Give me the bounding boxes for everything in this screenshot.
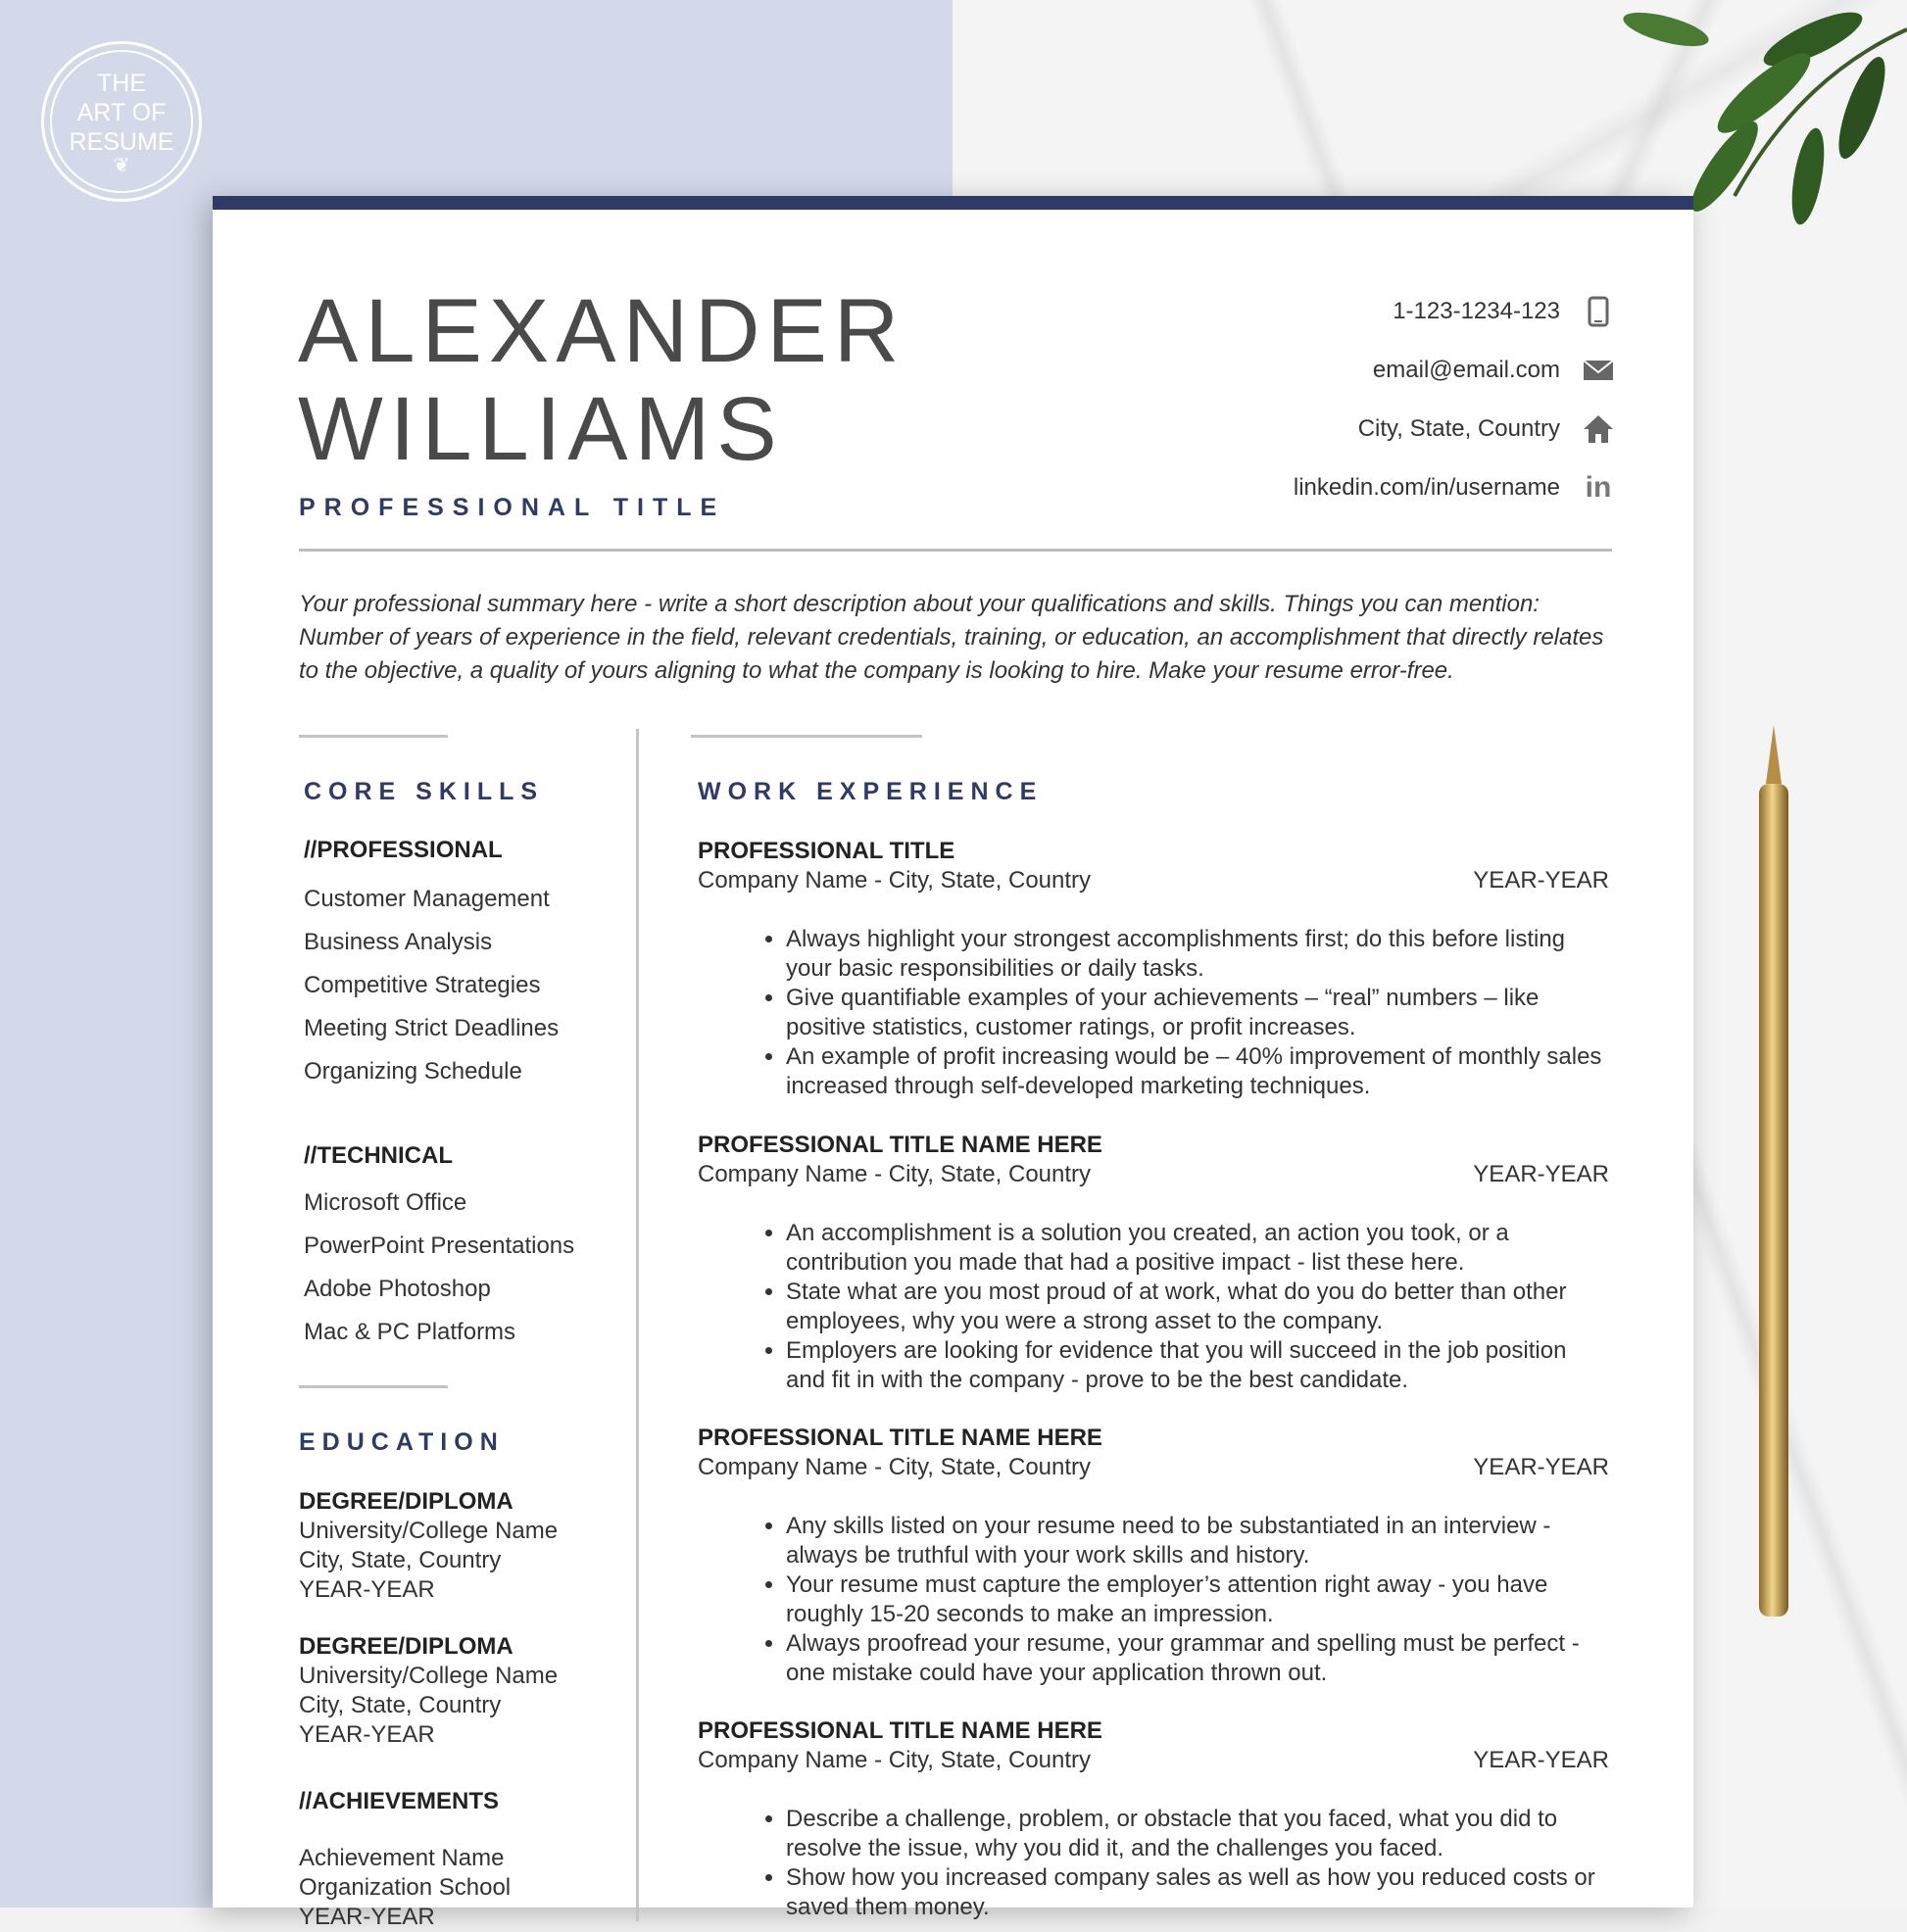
core-skills-heading: CORE SKILLS [304,778,545,805]
job-years: YEAR-YEAR [1473,867,1609,894]
job-company: Company Name - City, State, Country [698,867,1092,894]
column-divider [636,729,639,1921]
achievement-years: YEAR-YEAR [299,1904,435,1930]
email-icon [1582,354,1615,387]
header-divider [299,549,1612,552]
candidate-name [298,282,905,478]
job-entry [698,1716,1609,1922]
work-rule [691,735,922,738]
location-text: City, State, Country [1357,415,1560,442]
job-company: Company Name - City, State, Country [698,1747,1092,1773]
job-bullet: • Employers are looking for evidence that you will succeed in the job position and fit in with the company - prove to be the best candidate. [786,1336,1609,1395]
home-icon [1582,412,1615,446]
achievements [299,1787,511,1932]
skills-rule [299,735,448,738]
achievements-label: //ACHIEVEMENTS [299,1788,500,1814]
brand-logo [41,41,202,202]
school-years: YEAR-YEAR [299,1721,435,1748]
job-bullet: • An accomplishment is a solution you created, an action you took, or a contribution you made that had a positive impact - list these here. [786,1219,1609,1278]
job-bullet: • Give quantifiable examples of your achievements – “real” numbers – like positive statistics, customer ratings, or profit increases. [786,984,1609,1042]
job-entry [698,837,1609,1101]
technical-skills [304,1142,574,1354]
job-bullet: • State what are you most proud of at work, what do you do better than other employees, why you were a strong asset to the company. [786,1278,1609,1336]
job-bullets [698,925,1609,1101]
job-bullet: • Describe a challenge, problem, or obstacle that you faced, what you did to resolve the issue, why you did it, and the challenges you faced. [786,1805,1609,1863]
skill-item: Microsoft Office [304,1189,467,1216]
skill-item: Mac & PC Platforms [304,1319,516,1345]
job-entry [698,1131,1609,1395]
job-bullet: • Always highlight your strongest accomplishments first; do this before listing your basic responsibilities or daily tasks. [786,925,1609,984]
professional-title: PROFESSIONAL TITLE [299,494,726,521]
skill-item: Customer Management [304,886,550,912]
work-experience-heading: WORK EXPERIENCE [698,778,1044,805]
logo-text-line3: RESUME [69,128,174,156]
contact-linkedin [1027,459,1615,517]
skill-item: Competitive Strategies [304,972,541,998]
contact-block [1027,282,1615,517]
job-bullet: • An example of profit increasing would be – 40% improvement of monthly sales increased through self-developed marketing techniques. [786,1042,1609,1101]
skill-item: Business Analysis [304,929,493,955]
professional-summary: Your professional summary here - write a short description about your qualifications and skills. Things you can mention: Number of years of experience in the field, relevant credentials, training, or education, an accomplishment that directly relates to the objective, a quality of yours aligning to what the company is looking to hire. Make your resume error-free. [299,591,1604,684]
school: University/College Name [299,1663,559,1689]
school-years: YEAR-YEAR [299,1576,435,1603]
job-title: PROFESSIONAL TITLE NAME HERE [698,1425,1102,1451]
job-bullet: • Any skills listed on your resume need to be substantiated in an interview - always be truthful with your work skills and history. [786,1512,1609,1570]
skill-item: Meeting Strict Deadlines [304,1015,560,1041]
job-bullets [698,1805,1609,1922]
leaf-icon: ❦ [113,155,130,176]
job-bullet: • Show how you increased company sales as well as how you reduced costs or saved them money. [786,1863,1609,1922]
skill-item: Adobe Photoshop [304,1276,491,1302]
job-title: PROFESSIONAL TITLE NAME HERE [698,1717,1102,1744]
contact-phone [1027,282,1615,341]
school-location: City, State, Country [299,1547,502,1573]
phone-text: 1-123-1234-123 [1393,298,1560,324]
job-bullet: • Your resume must capture the employer’s attention right away - you have roughly 15-20 seconds to make an impression. [786,1570,1609,1629]
linkedin-text: linkedin.com/in/username [1293,474,1560,501]
contact-email [1027,341,1615,400]
gold-pen-decoration [1744,725,1803,1626]
technical-skills-label: //TECHNICAL [304,1142,453,1169]
first-name: ALEXANDER [298,281,906,381]
job-bullets [698,1512,1609,1688]
job-company: Company Name - City, State, Country [698,1454,1092,1480]
last-name: WILLIAMS [298,379,784,479]
job-bullets [698,1219,1609,1395]
job-years: YEAR-YEAR [1473,1747,1609,1773]
linkedin-icon: in [1585,471,1612,504]
email-text: email@email.com [1372,357,1560,383]
education-heading: EDUCATION [299,1428,505,1456]
job-bullet: • Always proofread your resume, your grammar and spelling must be perfect - one mistake could have your application thrown out. [786,1629,1609,1688]
logo-text-line1: THE [97,70,146,97]
school: University/College Name [299,1518,559,1544]
achievement-org: Organization School [299,1874,512,1901]
skill-item: PowerPoint Presentations [304,1232,575,1259]
achievement-name: Achievement Name [299,1845,505,1871]
contact-location [1027,400,1615,459]
skill-item: Organizing Schedule [304,1058,522,1085]
job-company: Company Name - City, State, Country [698,1161,1092,1187]
job-title: PROFESSIONAL TITLE NAME HERE [698,1132,1102,1158]
school-location: City, State, Country [299,1692,502,1718]
job-years: YEAR-YEAR [1473,1454,1609,1480]
resume-page [213,196,1693,1930]
professional-skills-label: //PROFESSIONAL [304,837,503,863]
education-rule [299,1385,448,1388]
logo-text-line2: ART OF [76,99,167,126]
job-years: YEAR-YEAR [1473,1161,1609,1187]
degree: DEGREE/DIPLOMA [299,1488,513,1515]
education-entry [299,1487,558,1605]
job-title: PROFESSIONAL TITLE [698,838,955,864]
degree: DEGREE/DIPLOMA [299,1633,513,1660]
education-entry [299,1632,558,1750]
phone-icon [1582,295,1615,328]
job-entry [698,1424,1609,1688]
professional-skills [304,837,559,1093]
